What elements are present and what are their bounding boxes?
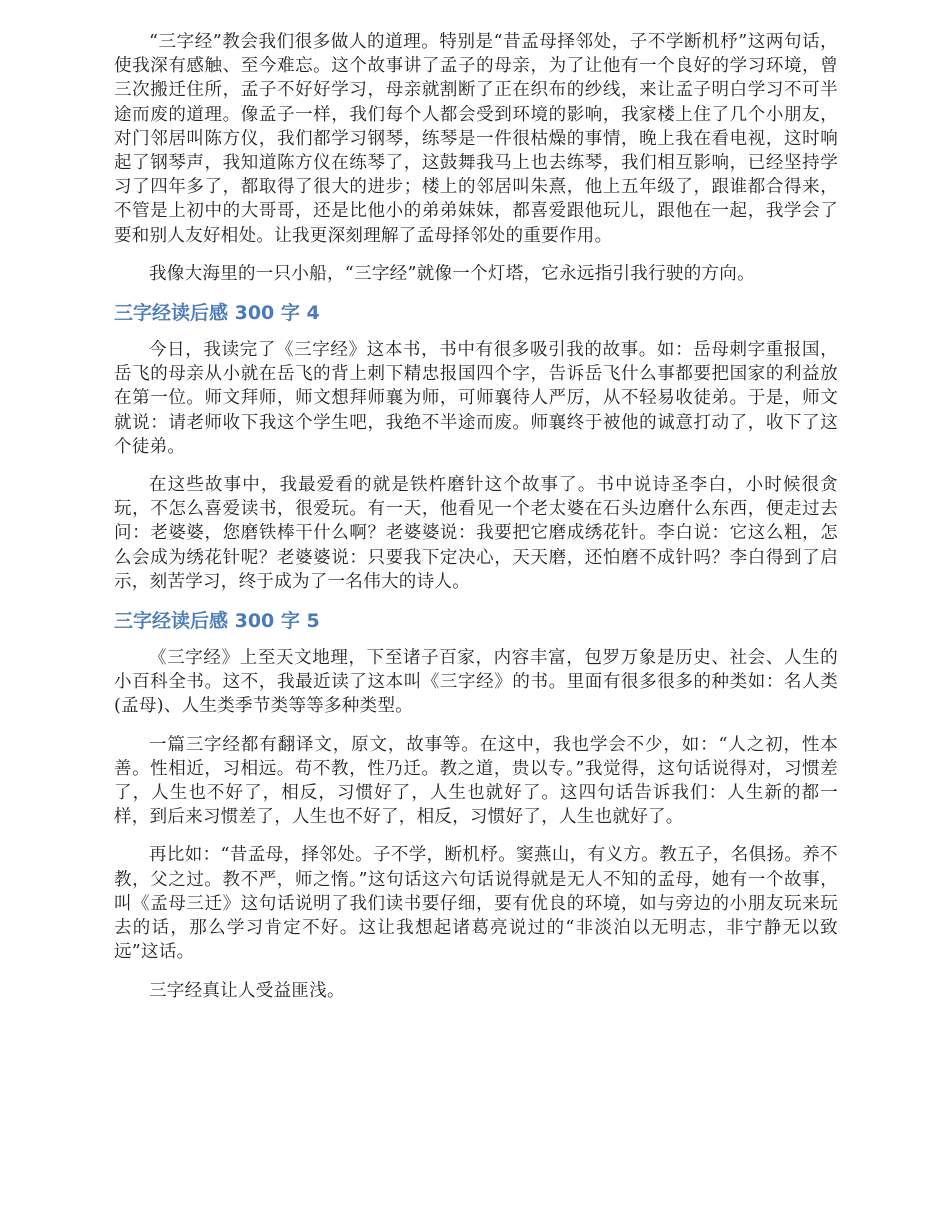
body-paragraph: 今日，我读完了《三字经》这本书，书中有很多吸引我的故事。如：岳母刺字重报国，岳飞的母亲从小就在岳飞的背上刺下精忠报国四个字，告诉岳飞什么事都要把国家的利益放在第一位。师文拜师，师文想拜师襄为师，可师襄待人严厉，从不轻易收徒弟。于是，师文就说：请老师收下我这个学生吧，我绝不半途而废。师襄终于被他的诚意打动了，收下了这个徒弟。 bbox=[114, 340, 838, 457]
body-paragraph: “三字经”教会我们很多做人的道理。特别是“昔孟母择邻处，子不学断机杼”这两句话，使我深有感触、至今难忘。这个故事讲了孟子的母亲，为了让他有一个良好的学习环境，曾三次搬迁住所，孟子不好好学习，母亲就割断了正在织布的纱线，来让孟子明白学习不可半途而废的道理。像孟子一样，我们每个人都会受到环境的影响，我家楼上住了几个小朋友，对门邻居叫陈方仪，我们都学习钢琴，练琴是一件很枯燥的事情，晚上我在看电视，这时响起了钢琴声，我知道陈方仪在练琴了，这鼓舞我马上也去练琴，我们相互影响，已经坚持学习了四年多了，都取得了很大的进步；楼上的邻居叫朱熹，他上五年级了，跟谁都合得来，不管是上初中的大哥哥，还是比他小的弟弟妹妹，都喜爱跟他玩儿，跟他在一起，我学会了要和别人友好相处。让我更深刻理解了孟母择邻处的重要作用。 bbox=[114, 32, 838, 246]
body-paragraph: 在这些故事中，我最爱看的就是铁杵磨针这个故事了。书中说诗圣李白，小时候很贪玩，不怎么喜爱读书，很爱玩。有一天，他看见一个老太婆在石头边磨什么东西，便走过去问：老婆婆，您磨铁棒干什么啊？老婆婆说：我要把它磨成绣花针。李白说：它这么粗，怎么会成为绣花针呢？老婆婆说：只要我下定决心，天天磨，还怕磨不成针吗？李白得到了启示，刻苦学习，终于成为了一名伟大的诗人。 bbox=[114, 475, 838, 592]
body-paragraph: 一篇三字经都有翻译文，原文，故事等。在这中，我也学会不少，如：“人之初，性本善。性相近，习相远。苟不教，性乃迁。教之道，贵以专。”我觉得，这句话说得对，习惯差了，人生也不好了，相反，习惯好了，人生也就好了。这四句话告诉我们：人生新的都一样，到后来习惯差了，人生也不好了，相反，习惯好了，人生也就好了。 bbox=[114, 734, 838, 828]
section-heading: 三字经读后感 300 字 5 bbox=[114, 610, 320, 633]
body-paragraph: 三字经真让人受益匪浅。 bbox=[149, 980, 345, 1001]
body-paragraph: 再比如：“昔孟母，择邻处。子不学，断机杼。窦燕山，有义方。教五子，名俱扬。养不教，父之过。教不严，师之惰。”这句话这六句话说得就是无人不知的孟母，她有一个故事，叫《孟母三迁》这句话说明了我们读书要仔细，要有优良的环境，如与旁边的小朋友玩来玩去的话，那么学习肯定不好。这让我想起诸葛亮说过的“非淡泊以无明志，非宁静无以致远”这话。 bbox=[114, 845, 838, 963]
body-paragraph: 我像大海里的一只小船，“三字经”就像一个灯塔，它永远指引我行驶的方向。 bbox=[149, 263, 755, 284]
section-heading: 三字经读后感 300 字 4 bbox=[114, 302, 320, 325]
document-page bbox=[114, 30, 838, 1017]
body-paragraph: 《三字经》上至天文地理，下至诸子百家，内容丰富，包罗万象是历史、社会、人生的小百科全书。这不，我最近读了这本叫《三字经》的书。里面有很多很多的种类如：名人类(孟母)、人生类季节类等等多种类型。 bbox=[114, 648, 838, 717]
